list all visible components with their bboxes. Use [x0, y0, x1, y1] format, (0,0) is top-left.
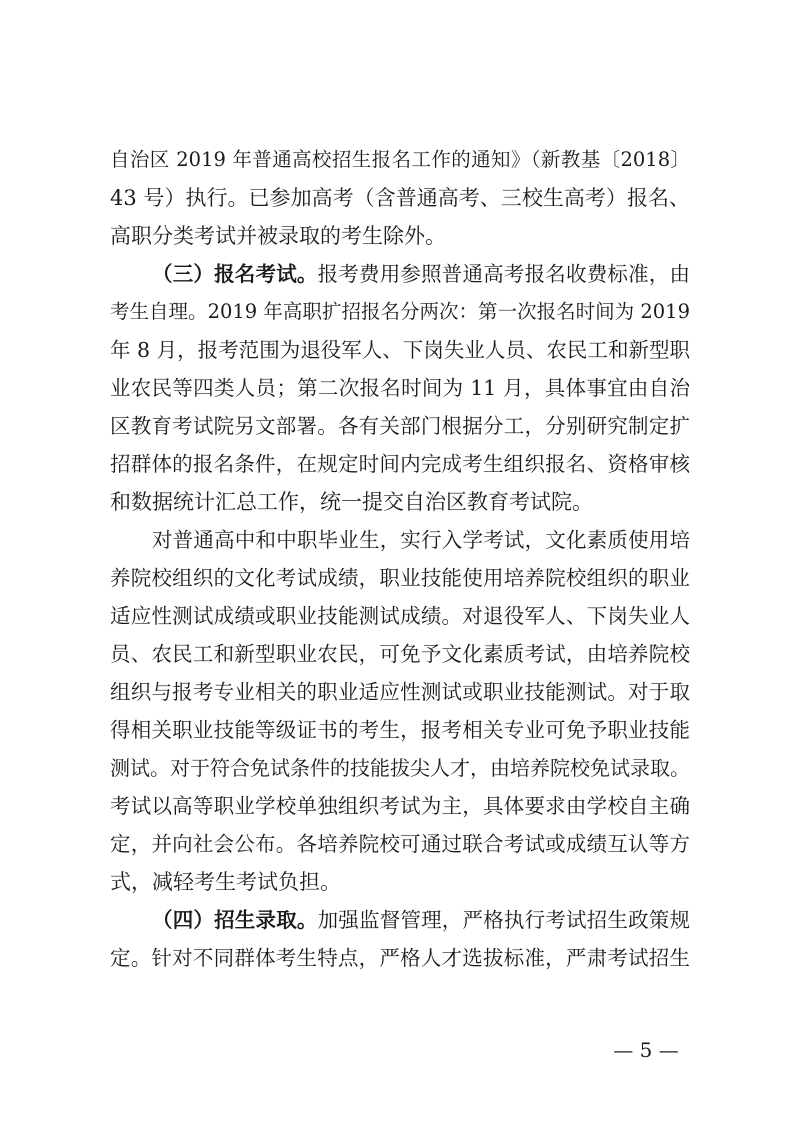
- section-heading-4: （四）招生录取。: [152, 908, 318, 932]
- paragraph-line: 对普通高中和中职毕业生，实行入学考试，文化素质使用培: [152, 528, 690, 552]
- paragraph-line: 考生自理。2019 年高职扩招报名分两次：第一次报名时间为 2019: [110, 300, 690, 323]
- paragraph-line: 自治区 2019 年普通高校招生报名工作的通知》（新教基〔2018〕: [110, 148, 690, 171]
- paragraph-line: 业农民等四类人员；第二次报名时间为 11 月，具体事宜由自治: [110, 376, 690, 400]
- paragraph-line: 得相关职业技能等级证书的考生，报考相关专业可免予职业技能: [110, 718, 690, 742]
- paragraph-line: （三）报名考试。报考费用参照普通高考报名收费标准，由: [152, 262, 690, 286]
- paragraph-line: 考试以高等职业学校单独组织考试为主，具体要求由学校自主确: [110, 794, 690, 818]
- paragraph-line: 43 号）执行。已参加高考（含普通高考、三校生高考）报名、: [110, 186, 690, 210]
- paragraph-line: 定。针对不同群体考生特点，严格人才选拔标准，严肃考试招生: [110, 946, 690, 970]
- paragraph-line: （四）招生录取。加强监督管理，严格执行考试招生政策规: [152, 908, 690, 932]
- paragraph-line: 适应性测试成绩或职业技能测试成绩。对退役军人、下岗失业人: [110, 604, 690, 628]
- section-heading-3: （三）报名考试。: [152, 262, 318, 286]
- paragraph-line: 高职分类考试并被录取的考生除外。: [110, 224, 446, 248]
- paragraph-line: 招群体的报名条件，在规定时间内完成考生组织报名、资格审核: [110, 452, 690, 476]
- paragraph-line: 定，并向社会公布。各培养院校可通过联合考试或成绩互认等方: [110, 832, 690, 856]
- paragraph-line: 和数据统计汇总工作，统一提交自治区教育考试院。: [110, 490, 593, 514]
- paragraph-line: 组织与报考专业相关的职业适应性测试或职业技能测试。对于取: [110, 680, 690, 704]
- page-number: — 5 —: [613, 1038, 679, 1062]
- paragraph-line: 区教育考试院另文部署。各有关部门根据分工，分别研究制定扩: [110, 414, 690, 438]
- paragraph-line: 年 8 月，报考范围为退役军人、下岗失业人员、农民工和新型职: [110, 338, 690, 362]
- paragraph-line: 式，减轻考生考试负担。: [110, 870, 341, 894]
- paragraph-line: 员、农民工和新型职业农民，可免予文化素质考试，由培养院校: [110, 642, 690, 666]
- paragraph-line: 测试。对于符合免试条件的技能拔尖人才，由培养院校免试录取。: [110, 756, 690, 780]
- paragraph-line: 养院校组织的文化考试成绩，职业技能使用培养院校组织的职业: [110, 566, 690, 590]
